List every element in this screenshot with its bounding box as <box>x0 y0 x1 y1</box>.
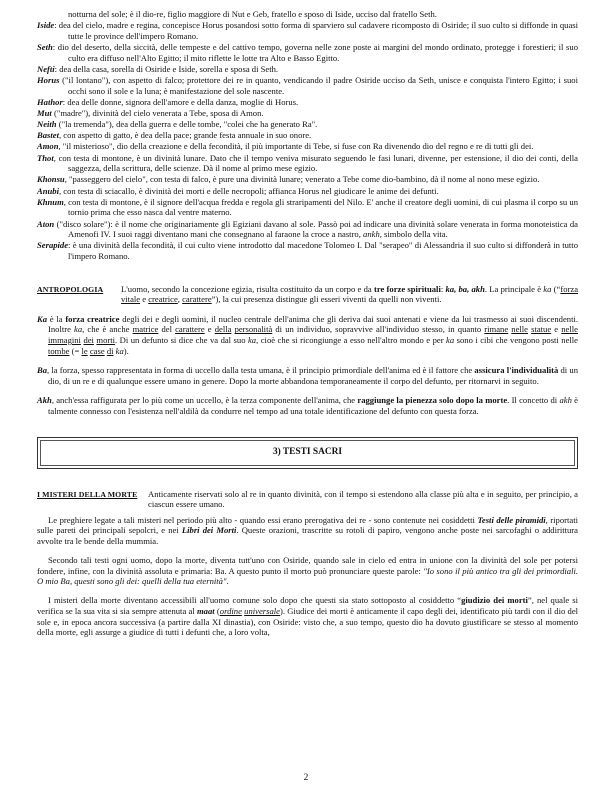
deity-name: Neith <box>37 119 57 130</box>
deity-description: ("disco solare"): è il nome che originariamente gli Egiziani davano al sole. Passò poi ad indicare una divinità solare venerata in forma monoteistica da Amenofi IV. I suoi raggi diventano mani che consegnano al faraone la croce a nastro, ankh, simbolo della vita. <box>54 218 578 240</box>
deity-name: Amon <box>37 141 59 152</box>
deity-name: Mut <box>37 107 52 118</box>
deity-description: , "il misterioso", dio della creazione e della fecondità, il più importante di Tebe, si fuse con Ra divenendo dio del regno e re di tutti gli dei. <box>58 141 534 152</box>
deity-name: Serapide <box>37 240 69 251</box>
section-label-antropologia: ANTROPOLOGIA <box>37 284 104 294</box>
deity-list <box>37 9 578 262</box>
deity-description: ("il lontano"), con aspetto di falco; protettore dei re in quanto, vendicando il padre Osiride ucciso da Seth, unisce e conquista l'intero Egitto; i suoi occhi sono il sole e la luna; è manifestazione del sole nascente. <box>59 74 578 96</box>
deity-entry <box>37 9 578 20</box>
deity-name: Seth <box>37 41 53 52</box>
deity-description: notturna del sole; è il dio-re, figlio maggiore di Nut e Geb, fratello e sposo di Iside, ucciso dal fratello Seth. <box>68 9 437 19</box>
deity-description: ("la tremenda"), dea della guerra e delle tombe, "colei che ha generato Ra". <box>56 119 318 130</box>
deity-description: : dea del cielo, madre e regina, concepisce Horus posandosi sotto forma di sparviero sul cadavere ricomposto di Osiride; il suo culto si diffonde in quasi tutte le province dell'impero Romano. <box>54 20 578 41</box>
deity-entry <box>37 42 578 63</box>
deity-entry <box>37 108 578 119</box>
deity-name: Khnum <box>37 196 64 207</box>
deity-description: , con testa di montone, è un divinità lunare. Dato che il tempo veniva misurato seguendo le fasi lunari, divenne, per estensione, il dio dei conti, della saggezza, della scrittura, delle scienze. Dà il nome al primo mese egizio. <box>53 152 578 174</box>
deity-entry <box>37 186 578 197</box>
deity-entry <box>37 240 578 261</box>
deity-description: : dio del deserto, della siccità, delle tempeste e del cattivo tempo, governa nelle zone poste ai margini del mondo ordinato, protegge i forestieri; il suo culto era diffuso nell'Alto Egitto; il mito riflette le lotte tra Alto e Basso Egitto. <box>52 41 578 63</box>
deity-entry <box>37 75 578 96</box>
deity-entry <box>37 174 578 185</box>
deity-entry <box>37 119 578 130</box>
page-number: 2 <box>303 773 309 783</box>
misteri-text: Anticamente riservati solo al re in quanto divinità, con il tempo si estendono alla classe più alta e in seguito, per principio, a ciascun essere umano. <box>148 488 578 510</box>
deity-entry <box>37 130 578 141</box>
preghiere-paragraph: Le preghiere legate a tali misteri nel periodo più alto - quando essi erano prerogativa dei re - sono contenute nei cosiddetti Testi delle piramidi, riportati sulle pareti dei principali sepolcri, e nei Libri dei Morti. Queste orazioni, trascritte su rotoli di papiro, vengono anche poste nei sarcofaghi o addirittura avvolte tra le bende della mummia. <box>37 514 578 546</box>
deity-description: , con testa di sciacallo, è divinità dei morti e delle necropoli; affianca Horus nel giudicare le anime dei defunti. <box>58 185 439 196</box>
deity-description: ("madre"), divinità del cielo venerata a Tebe, sposa di Amon. <box>51 107 264 118</box>
deity-name: Anubi <box>37 185 59 196</box>
deity-description: : dea della casa, sorella di Osiride e Iside, sorella e sposa di Seth. <box>54 63 279 74</box>
deity-name: Nefti <box>37 63 55 74</box>
deity-description: : è una divinità della fecondità, il cui culto viene introdotto dal macedone Tolomeo I. Dal "serapeo" di Alessandria il suo culto si diffonderà in tutto l'impero Romano. <box>68 240 578 261</box>
deity-entry <box>37 64 578 75</box>
deity-name: Iside <box>37 20 55 31</box>
deity-entry <box>37 97 578 108</box>
deity-entry <box>37 20 578 41</box>
deity-name: Thot <box>37 152 54 163</box>
antropologia-section <box>37 284 578 305</box>
section-title: 3) TESTI SACRI <box>272 447 343 458</box>
document-page <box>37 9 578 646</box>
deity-description: : dea delle donne, signora dell'amore e della danza, moglie di Horus. <box>62 96 299 107</box>
giudizio-paragraph: I misteri della morte diventano accessibili all'uomo comune solo dopo che questi sia stato sottoposto al cosiddetto “giudizio dei morti”, nel quale si verifica se la sua vita si sia sempre attenuta al maat (ordine universale). Giudice dei morti è anticamente il capo degli dei, identificato più tardi con il dio del sole e, in epoca ancora successiva (a partire dalla XI dinastia), con Osiride: visto che, a suo tempo, questo dio ha dovuto giustificare se stesso al momento della morte, egli assurge a giudice di tutti i defunti che, a loro volta, <box>37 595 579 638</box>
deity-entry <box>37 153 578 174</box>
section-title-box <box>37 437 578 469</box>
ba-paragraph: Ba, la forza, spesso rappresentata in forma di uccello dalla testa umana, è il principio primordiale dell'anima ed è il fattore che assicura l'individualità di un dio, di un re e di qualunque essere umano in genere. Dopo la morte abbandona temporaneamente il corpo del defunto, per ritornarvi in seguito. <box>37 365 578 386</box>
deity-description: , con aspetto di gatto, è dea della pace; grande festa annuale in suo onore. <box>58 130 312 141</box>
deity-entry <box>37 197 578 218</box>
akh-paragraph: Akh, anch'essa raffigurata per lo più come un uccello, è la terza componente dell'anima, che raggiunge la pienezza solo dopo la morte. Il concetto di akh è talmente connesso con l'esistenza nell'aldilà da condurre nel tempo ad una totale identificazione del defunto con questa forza. <box>37 395 578 416</box>
deity-name: Hathor <box>37 96 63 107</box>
antropologia-text: L'uomo, secondo la concezione egizia, risulta costituito da un corpo e da tre forze spirituali: ka, ba, akh. La principale è ka (“forza vitale e creatrice, carattere”), la cui presenza distingue gli esseri viventi da quelli non viventi. <box>121 283 579 305</box>
deity-description: , "passeggero del cielo", con testa di falco, è pure una divinità lunare; venerato a Tebe come dio-bambino, dà il nome al nono mese egizio. <box>64 174 540 185</box>
deity-entry <box>37 219 578 240</box>
misteri-section <box>37 489 578 510</box>
deity-name: Bastet <box>37 130 59 141</box>
osiride-paragraph: Secondo tali testi ogni uomo, dopo la morte, diventa tutt'uno con Osiride, quando sale in cielo ed entra in unione con la divinità del sole per potersi fondere, infine, con la divinità assoluta e primaria: Ba. A questo punto il morto può pronunciare queste parole: "Io sono il più antico tra gli dei primordiali. O mio Ba, questi sono gli dei: quelli della tua eternità". <box>37 555 578 587</box>
deity-name: Horus <box>37 74 60 85</box>
deity-entry <box>37 141 578 152</box>
deity-name: Khonsu <box>37 174 65 185</box>
section-label-misteri: I MISTERI DELLA MORTE <box>37 489 138 499</box>
ka-paragraph: Ka è la forza creatrice degli dei e degli uomini, il nucleo centrale dell'anima che gli deriva dai suoi antenati e viene da lui trasmesso ai suoi discendenti. Inoltre ka, che è anche matrice del carattere e della personalità di un individuo, sopravvive all'individuo stesso, in quanto rimane nelle statue e nelle immagini dei morti. Di un defunto si dice che va dal suo ka, cioè che si ricongiunge a esso nell'altro mondo e per ka sono i cibi che vengono posti nelle tombe (= le case di ka). <box>37 313 578 356</box>
deity-name: Aton <box>37 218 55 229</box>
deity-description: , con testa di montone, è il signore dell'acqua fredda e regola gli straripamenti del Nilo. E' anche il creatore degli uomini, di cui plasma il corpo su un tornio prima che esso nasca dal ventre materno. <box>63 196 578 218</box>
